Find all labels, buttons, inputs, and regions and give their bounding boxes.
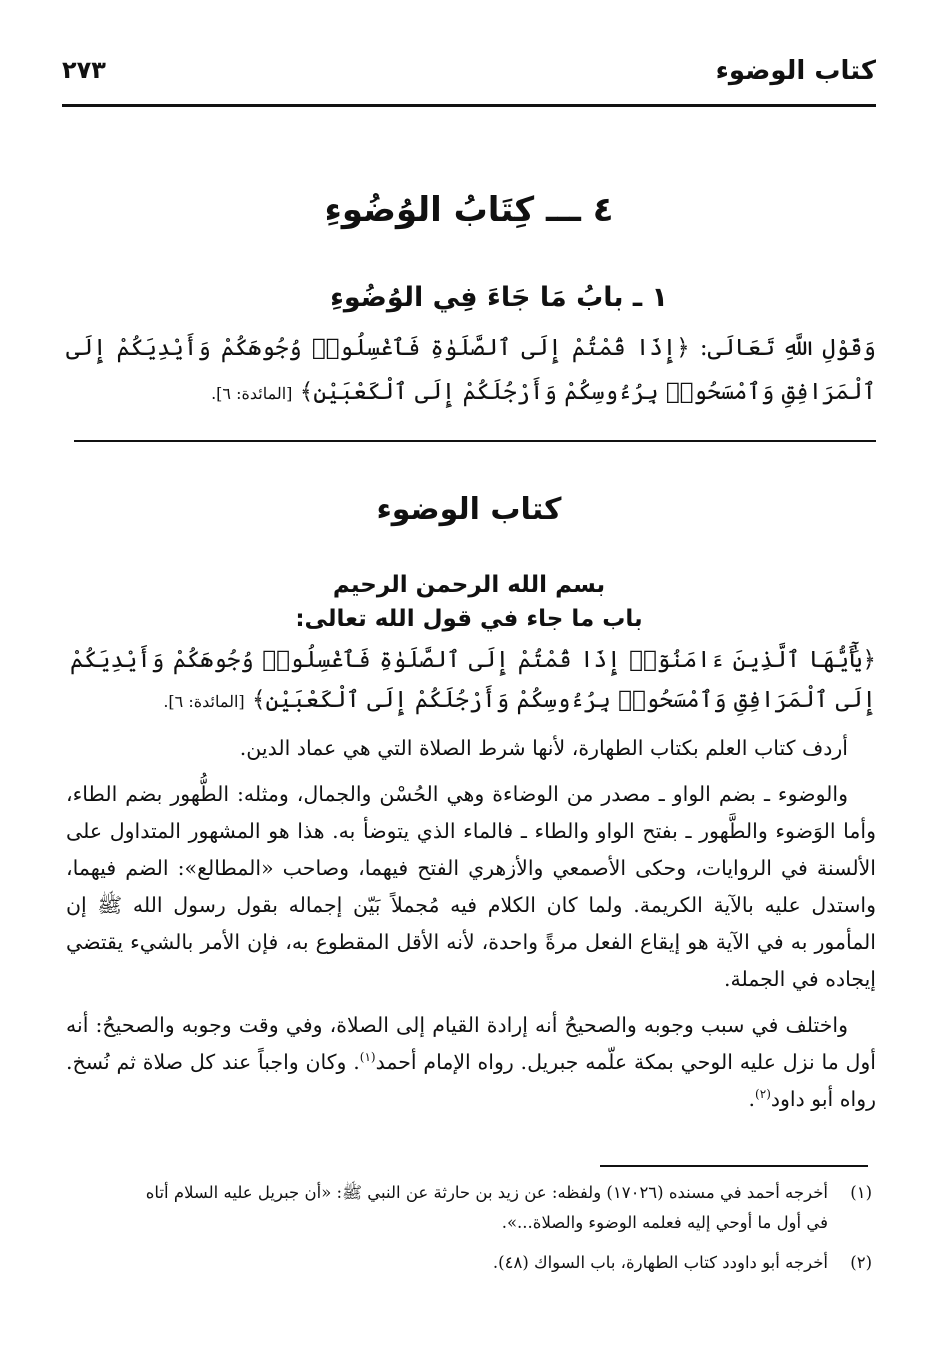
footnote-text: أخرجه أبو داودد كتاب الطهارة، باب السواك (٤٨). — [492, 1253, 828, 1272]
bab-heading: باب ما جاء في قول الله تعالى: — [295, 606, 643, 632]
footnote-divider — [600, 1165, 868, 1167]
chapter-verse-ref: [المائدة: ٦]. — [211, 384, 293, 403]
footnote-2 — [66, 1248, 872, 1278]
footnote-1 — [66, 1178, 872, 1238]
footnote-ref-1[interactable]: (١) — [359, 1050, 376, 1065]
commentary-verse: ﴿يَٰٓأَيُّهَا ٱلَّذِينَ ءَامَنُوٓا۟ إِذَا قُمْتُمْ إِلَى ٱلصَّلَوٰةِ فَٱغْسِلُوا۟ وُجُوهَكُمْ وَأَيْدِيَكُمْ إِلَى ٱلْمَرَافِقِ وَٱمْسَحُوا۟ بِرُءُوسِكُمْ وَأَرْجُلَكُمْ إِلَى ٱلْكَعْبَيْنِ﴾ — [70, 647, 876, 713]
paragraph-3-part-b: . وكان واجباً عند كل صلاة ثم نُسخ. رواه أبو داود — [66, 1050, 876, 1111]
footnote-continuation: في أول ما أوحي إليه فعلمه الوضوء والصلاة...». — [501, 1213, 828, 1232]
book-title: ٤ ـــ كِتَابُ الوُضُوءِ — [324, 190, 614, 230]
paragraph-3-part-c: . — [748, 1087, 756, 1111]
footnote-ref-2[interactable]: (٢) — [755, 1087, 771, 1102]
paragraph-3 — [66, 1007, 876, 1118]
footnote-number: (١) — [850, 1183, 872, 1202]
commentary-title: كتاب الوضوء — [376, 492, 562, 527]
footnote-text: أخرجه أحمد في مسنده (١٧٠٢٦) ولفظه: عن زيد بن حارثة عن النبي ﷺ: «أن جبريل عليه السلام أتاه — [145, 1183, 828, 1202]
chapter-title: ١ ـ بابُ مَا جَاءَ فِي الوُضُوءِ — [330, 282, 668, 313]
footnote-number: (٢) — [850, 1253, 872, 1272]
running-title: كتاب الوضوء — [715, 56, 876, 86]
chapter-text — [66, 326, 876, 416]
page-number: ٢٧٣ — [62, 56, 106, 84]
commentary-body — [66, 730, 876, 1127]
paragraph-3-part-a: واختلف في سبب وجوبه والصحيحُ أنه إرادة القيام إلى الصلاة، وفي وقت وجوبه والصحيحُ: أنه أول ما نزل عليه الوحي بمكة علّمه جبريل. رواه الإمام أحمد — [66, 1013, 876, 1074]
page-header — [62, 56, 876, 102]
paragraph-2: والوضوء ـ بضم الواو ـ مصدر من الوضاءة وهي الحُسْن والجمال، ومثله: الطُّهور بضم الطاء، وأما الوَضوء والطَّهور ـ بفتح الواو والطاء ـ فالماء الذي يتوضأ به. هذا هو المشهور المتداول على الألسنة في الروايات، وحكى الأصمعي والأزهري الفتح فيهما، وصاحب «المطالع»: الضم فيهما، واستدل عليه بالآية الكريمة. ولما كان الكلام فيه مُجملاً بَيّن إجماله بقول رسول الله ﷺ إن المأمور به في الآية هو إيقاع الفعل مرةً واحدة، لأنه الأقل المقطوع به، فإن الأمر بالشيء يقتضي إيجاده في الجملة. — [66, 782, 876, 991]
chapter-verse: وَقَوْلِ اللَّهِ تَعَالَى: ﴿إِذَا قُمْتُمْ إِلَى ٱلصَّلَوٰةِ فَٱغْسِلُوا۟ وُجُوهَكُمْ وَأَيْدِيَكُمْ إِلَى ٱلْمَرَافِقِ وَٱمْسَحُوا۟ بِرُءُوسِكُمْ وَأَرْجُلَكُمْ إِلَى ٱلْكَعْبَيْنِ﴾ — [66, 335, 876, 405]
commentary-verse-block — [70, 640, 876, 722]
header-divider — [62, 104, 876, 107]
section-divider — [74, 440, 876, 442]
footnotes — [66, 1178, 872, 1288]
basmala: بسم الله الرحمن الرحيم — [332, 572, 606, 598]
commentary-verse-ref: [المائدة: ٦]. — [163, 692, 245, 711]
paragraph-1: أردف كتاب العلم بكتاب الطهارة، لأنها شرط الصلاة التي هي عماد الدين. — [239, 736, 848, 760]
